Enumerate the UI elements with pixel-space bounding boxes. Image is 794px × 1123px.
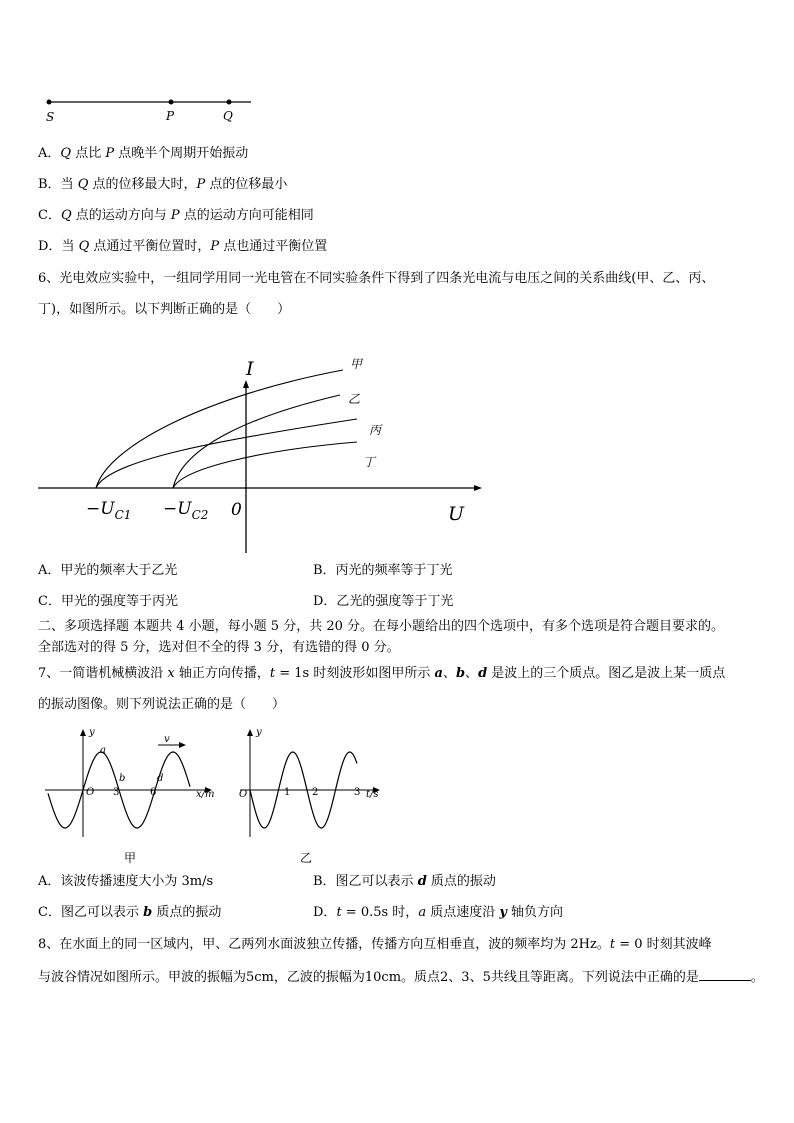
wave-graph-jia: [40, 722, 220, 867]
q7-option-d: D．t = 0.5s 时，a 质点速度沿 y 轴负方向: [313, 905, 564, 920]
origin-label-jia: O: [86, 787, 95, 798]
curve-yi: [173, 395, 340, 488]
u-axis-arrow: [474, 485, 482, 491]
spq-diagram: [40, 92, 260, 126]
origin-label-yi: O: [239, 789, 248, 800]
q7-stem-line2: 的振动图像。则下列说法正确的是（ ）: [38, 697, 286, 712]
q5-option-c: C．Q 点的运动方向与 P 点的运动方向可能相同: [38, 208, 314, 223]
q7-stem-line1: 7、一简谐机械横波沿 x 轴正方向传播，t = 1s 时刻波形如图甲所示 a、b、d 是波上的三个质点。图乙是波上某一质点: [38, 666, 726, 681]
u-axis-label: U: [448, 503, 465, 525]
tick-label-3-yi: 3: [354, 787, 361, 798]
tick-label-2: 2: [312, 787, 319, 798]
point-label-d: d: [157, 773, 164, 784]
vibration-graph-yi: [230, 722, 390, 867]
uc2-label: $-U_{C2}$: [163, 499, 209, 522]
curve-ding: [173, 442, 357, 488]
q7-option-c: C．图乙可以表示 b 质点的振动: [38, 905, 222, 920]
tick-label-3: 3: [113, 787, 120, 798]
q7-option-a: A．该波传播速度大小为 3m/s: [38, 874, 214, 889]
label-q: Q: [223, 109, 233, 123]
q5-option-a: A．Q 点比 P 点晚半个周期开始振动: [38, 146, 249, 161]
q6-option-a: A．甲光的频率大于乙光: [38, 563, 178, 578]
caption-jia: 甲: [124, 851, 137, 865]
tick-label-1: 1: [284, 787, 291, 798]
q5-option-d: D．当 Q 点通过平衡位置时，P 点也通过平衡位置: [38, 239, 328, 254]
q6-stem-line2: 丁)，如图所示。以下判断正确的是（ ）: [38, 302, 291, 317]
caption-yi: 乙: [300, 851, 313, 865]
curve-label-bing: 丙: [369, 423, 382, 437]
y-axis-label-jia: y: [89, 727, 95, 738]
i-axis-arrow: [243, 380, 249, 388]
q8-stem-line2: 与波谷情况如图所示。甲波的振幅为5cm，乙波的振幅为10cm。质点2、3、5共线且等距离。下列说法中正确的是 。: [38, 970, 764, 985]
q8-stem-line1: 8、在水面上的同一区域内，甲、乙两列水面波独立传播，传播方向互相垂直，波的频率均为 2Hz。t = 0 时刻其波峰: [38, 937, 712, 952]
uc1-label: $-U_{C1}$: [86, 499, 132, 522]
i-axis-label: I: [246, 358, 254, 380]
photoelectric-graph: [0, 340, 500, 562]
section2-header-line2: 全部选对的得 5 分，选对但不全的得 3 分，有选错的得 0 分。: [38, 640, 400, 655]
x-axis-label-yi: t/s: [366, 789, 379, 800]
point-label-b: b: [119, 773, 126, 784]
y-axis-label-yi: y: [256, 727, 262, 738]
q6-option-c: C．甲光的强度等于丙光: [38, 594, 178, 609]
q6-option-d: D．乙光的强度等于丁光: [313, 594, 454, 609]
label-p: P: [166, 109, 175, 123]
point-s: [47, 100, 52, 105]
curve-label-yi: 乙: [348, 392, 361, 406]
answer-blank[interactable]: [699, 968, 751, 981]
point-label-a: a: [100, 745, 106, 756]
q7-option-b: B．图乙可以表示 d 质点的振动: [313, 874, 496, 889]
curve-jia: [96, 370, 343, 488]
curve-label-jia: 甲: [350, 357, 363, 371]
section2-header-line1: 二、多项选择题 本题共 4 小题，每小题 5 分，共 20 分。在每小题给出的四个选项中，有多个选项是符合题目要求的。: [38, 619, 725, 634]
q6-option-b: B．丙光的频率等于丁光: [313, 563, 453, 578]
point-q: [227, 100, 232, 105]
curve-bing: [96, 419, 357, 488]
velocity-label: v: [164, 734, 170, 745]
label-s: S: [46, 110, 55, 124]
origin-label: 0: [231, 500, 242, 520]
tick-label-6: 6: [150, 787, 157, 798]
x-axis-label-jia: x/m: [196, 789, 215, 800]
curve-label-ding: 丁: [363, 455, 376, 469]
point-p: [169, 100, 174, 105]
q5-option-b: B．当 Q 点的位移最大时，P 点的位移最小: [38, 177, 288, 192]
q6-stem-line1: 6、光电效应实验中，一组同学用同一光电管在不同实验条件下得到了四条光电流与电压之间的关系曲线(甲、乙、丙、: [38, 271, 715, 286]
